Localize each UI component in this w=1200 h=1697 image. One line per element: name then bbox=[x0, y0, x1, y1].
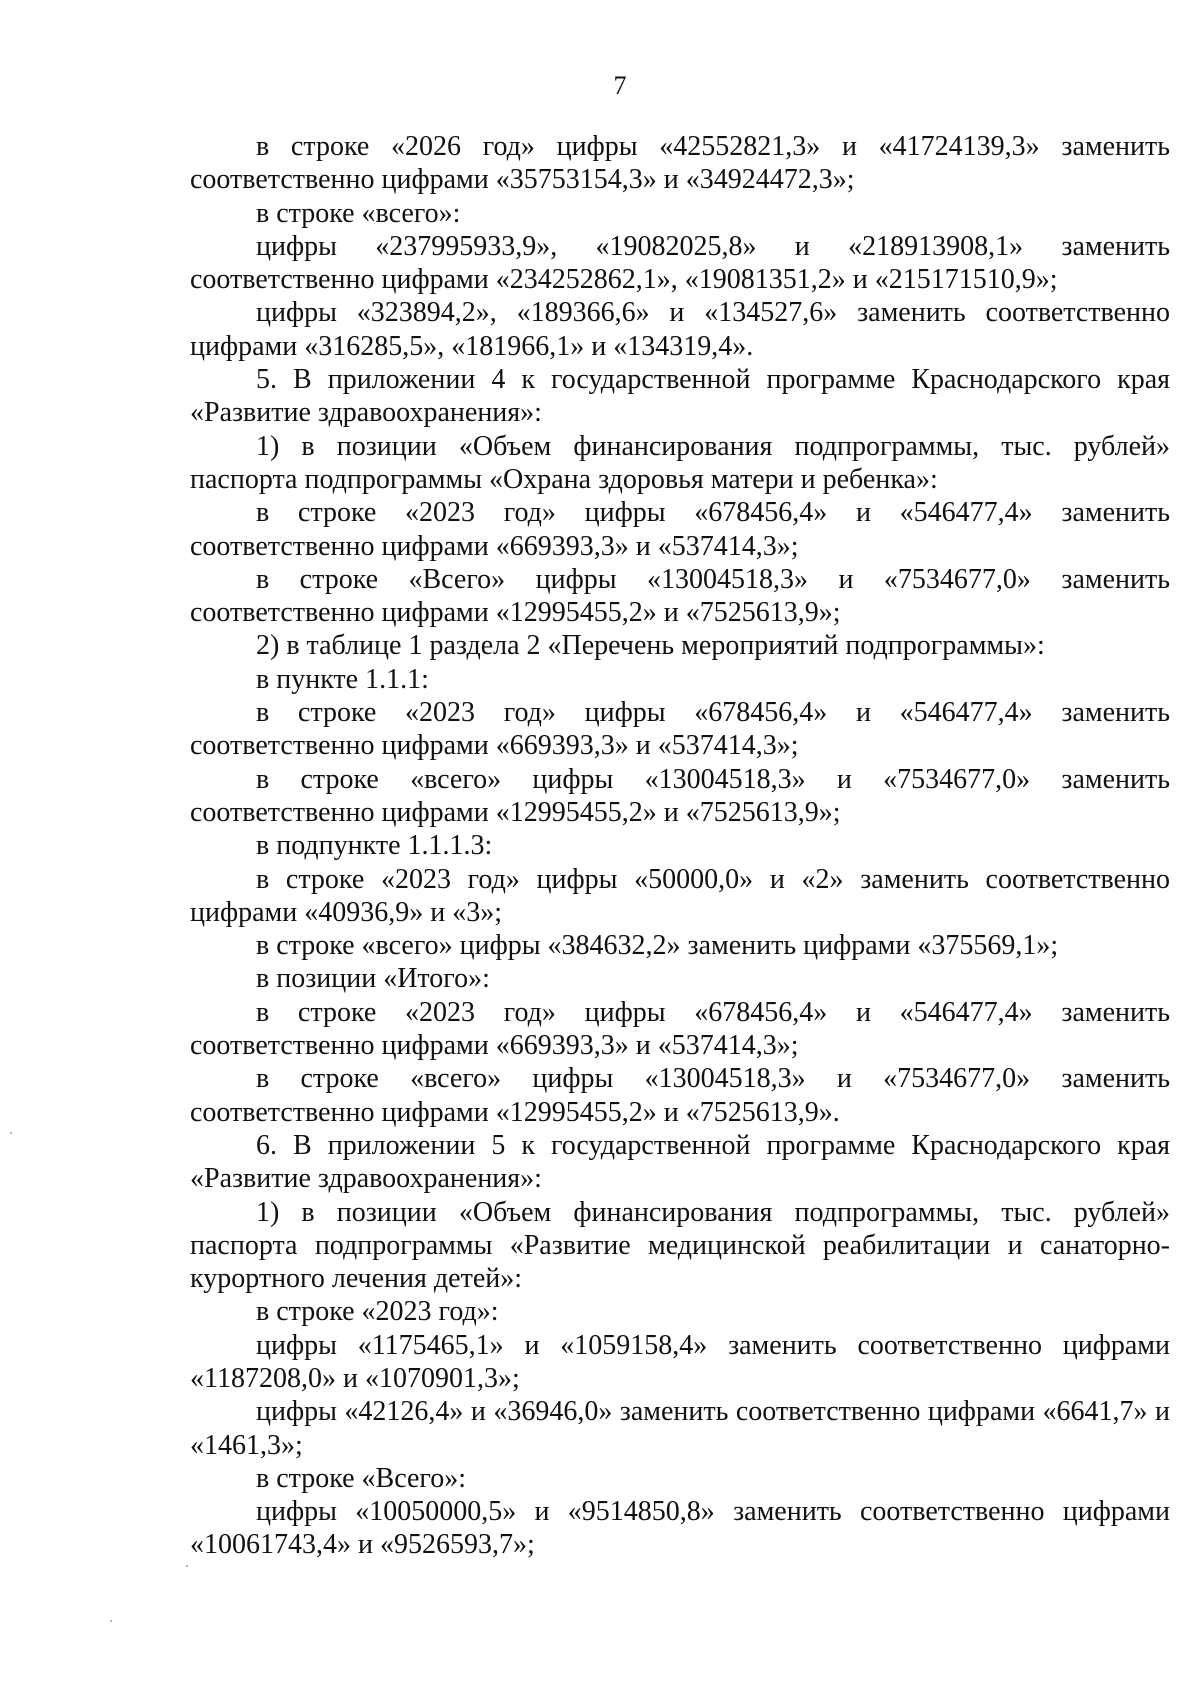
scan-speck bbox=[10, 1132, 12, 1134]
document-body bbox=[190, 130, 1170, 1562]
paragraph: в пункте 1.1.1: bbox=[256, 663, 429, 695]
paragraph: в позиции «Итого»: bbox=[256, 963, 490, 995]
paragraph: в строке «2023 год» цифры «678456,4» и «546477,4» заменить соответственно цифрами «669393,3» и «537414,3»; bbox=[190, 996, 1170, 1062]
paragraph: 1) в позиции «Объем финансирования подпрограммы, тыс. рублей» паспорта подпрограммы «Охрана здоровья матери и ребенка»: bbox=[190, 430, 1170, 495]
paragraph: 5. В приложении 4 к государственной программе Краснодарского края «Развитие здравоохранения»: bbox=[190, 364, 1170, 429]
paragraph: в строке «всего»: bbox=[256, 197, 461, 229]
scan-speck bbox=[110, 1620, 112, 1622]
paragraph: 6. В приложении 5 к государственной программе Краснодарского края «Развитие здравоохранения»: bbox=[190, 1129, 1170, 1195]
paragraph: 2) в таблице 1 раздела 2 «Перечень мероприятий подпрограммы»: bbox=[256, 630, 1045, 662]
paragraph: цифры «323894,2», «189366,6» и «134527,6» заменить соответственно цифрами «316285,5», «181966,1» и «134319,4». bbox=[190, 297, 1170, 362]
paragraph: в строке «2026 год» цифры «42552821,3» и «41724139,3» заменить соответственно цифрами «35753154,3» и «34924472,3»; bbox=[190, 131, 1170, 196]
paragraph: в строке «всего» цифры «384632,2» заменить цифрами «375569,1»; bbox=[256, 930, 1059, 962]
paragraph: цифры «237995933,9», «19082025,8» и «218913908,1» заменить соответственно цифрами «234252862,1», «19081351,2» и «215171510,9»; bbox=[190, 230, 1170, 296]
paragraph: в подпункте 1.1.1.3: bbox=[256, 830, 493, 862]
paragraph: в строке «2023 год» цифры «50000,0» и «2» заменить соответственно цифрами «40936,9» и «3»; bbox=[190, 863, 1170, 928]
paragraph: цифры «1175465,1» и «1059158,4» заменить соответственно цифрами «1187208,0» и «1070901,3»; bbox=[190, 1329, 1170, 1394]
paragraph: в строке «2023 год» цифры «678456,4» и «546477,4» заменить соответственно цифрами «669393,3» и «537414,3»; bbox=[190, 697, 1170, 762]
paragraph: в строке «2023 год»: bbox=[256, 1296, 499, 1328]
scan-speck bbox=[186, 1565, 188, 1567]
paragraph: в строке «всего» цифры «13004518,3» и «7534677,0» заменить соответственно цифрами «12995455,2» и «7525613,9». bbox=[190, 1063, 1170, 1128]
paragraph: в строке «Всего»: bbox=[256, 1462, 466, 1494]
paragraph: цифры «42126,4» и «36946,0» заменить соответственно цифрами «6641,7» и «1461,3»; bbox=[190, 1396, 1170, 1461]
paragraph: 1) в позиции «Объем финансирования подпрограммы, тыс. рублей» паспорта подпрограммы «Развитие медицинской реабилитации и санаторно-курортного лечения детей»: bbox=[190, 1196, 1170, 1295]
paragraph: цифры «10050000,5» и «9514850,8» заменить соответственно цифрами «10061743,4» и «9526593,7»; bbox=[190, 1496, 1170, 1561]
paragraph: в строке «2023 год» цифры «678456,4» и «546477,4» заменить соответственно цифрами «669393,3» и «537414,3»; bbox=[190, 497, 1170, 562]
page-number: 7 bbox=[613, 71, 627, 100]
paragraph: в строке «всего» цифры «13004518,3» и «7534677,0» заменить соответственно цифрами «12995455,2» и «7525613,9»; bbox=[190, 763, 1170, 828]
paragraph: в строке «Всего» цифры «13004518,3» и «7534677,0» заменить соответственно цифрами «12995455,2» и «7525613,9»; bbox=[190, 563, 1170, 629]
